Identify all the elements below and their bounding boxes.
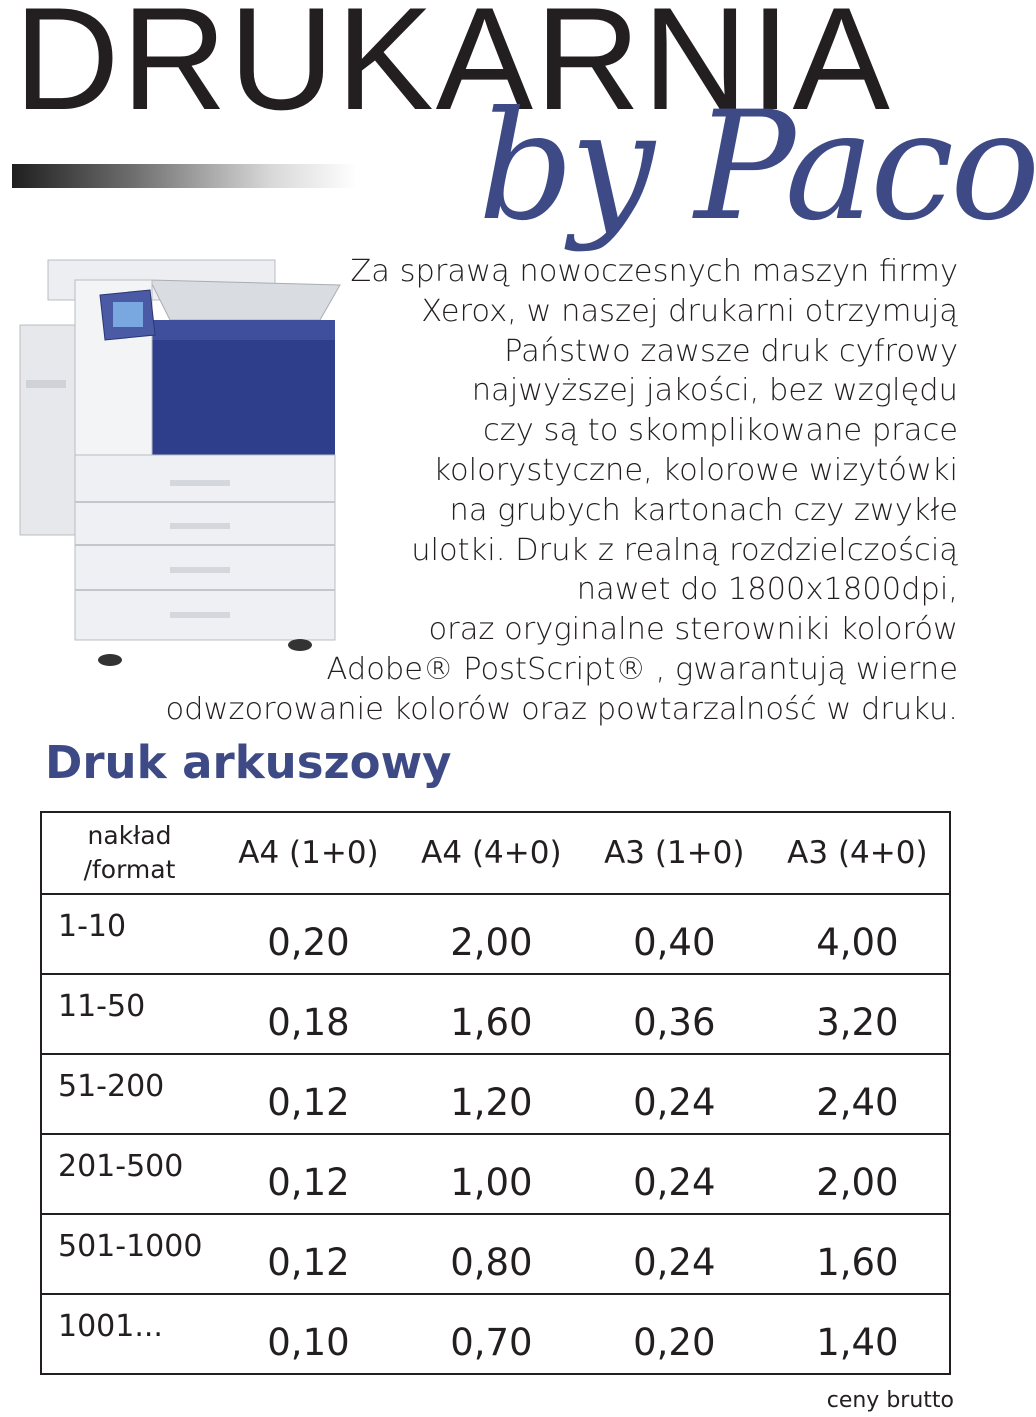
price-cell: 0,10 bbox=[217, 1294, 400, 1374]
price-table bbox=[40, 811, 951, 1375]
price-cell: 2,00 bbox=[450, 920, 533, 964]
section-title: Druk arkuszowy bbox=[45, 736, 452, 789]
corner-label-quantity: nakład bbox=[87, 821, 172, 850]
quantity-cell: 11-50 bbox=[41, 974, 217, 1054]
price-cell: 0,12 bbox=[217, 1134, 400, 1214]
price-cell: 0,80 bbox=[400, 1214, 583, 1294]
price-cell: 1,60 bbox=[766, 1214, 950, 1294]
intro-line: kolorystyczne, kolorowe wizytówki bbox=[433, 452, 958, 488]
intro-line: Xerox, w naszej drukarni otrzymują bbox=[421, 293, 958, 329]
intro-line: nawet do 1800x1800dpi, bbox=[576, 572, 958, 608]
price-cell: 0,70 bbox=[400, 1294, 583, 1374]
intro-line: najwyższej jakości, bez względu bbox=[471, 373, 958, 409]
table-row bbox=[41, 1054, 950, 1134]
brand-gradient-bar bbox=[12, 164, 357, 188]
intro-line: odwzorowanie kolorów oraz powtarzalność w druku. bbox=[165, 691, 958, 727]
column-header: A3 (4+0) bbox=[766, 812, 950, 894]
quantity-cell: 501-1000 bbox=[41, 1214, 217, 1294]
column-header: A3 (1+0) bbox=[583, 812, 766, 894]
brand-script-subtitle: by Paco bbox=[478, 80, 1036, 254]
price-cell: 4,00 bbox=[816, 920, 899, 964]
intro-line: Adobe® PostScript® , gwarantują wierne bbox=[326, 651, 958, 687]
quantity-cell: 1001... bbox=[41, 1294, 217, 1374]
brand-title: DRUKARNIA bbox=[14, 0, 892, 140]
price-cell: 1,20 bbox=[400, 1054, 583, 1134]
table-row bbox=[41, 894, 950, 974]
quantity-cell: 51-200 bbox=[41, 1054, 217, 1134]
intro-line: Za sprawą nowoczesnych maszyn firmy bbox=[350, 254, 958, 289]
price-cell: 2,40 bbox=[766, 1054, 950, 1134]
price-cell: 1,40 bbox=[766, 1294, 950, 1374]
table-row bbox=[41, 974, 950, 1054]
intro-line: na grubych kartonach czy zwykłe bbox=[449, 492, 958, 528]
table-row bbox=[41, 1134, 950, 1214]
intro-paragraph bbox=[58, 252, 958, 730]
price-cell: 0,24 bbox=[583, 1214, 766, 1294]
quantity-cell: 1-10 bbox=[58, 909, 127, 944]
table-header-row bbox=[41, 812, 950, 894]
table-row bbox=[41, 1294, 950, 1374]
price-cell: 0,24 bbox=[583, 1134, 766, 1214]
price-cell: 3,20 bbox=[766, 974, 950, 1054]
price-cell: 1,60 bbox=[400, 974, 583, 1054]
price-cell: 0,12 bbox=[217, 1214, 400, 1294]
price-cell: 2,00 bbox=[766, 1134, 950, 1214]
price-cell: 0,24 bbox=[583, 1054, 766, 1134]
price-cell: 0,20 bbox=[267, 920, 350, 964]
price-note: ceny brutto bbox=[826, 1388, 954, 1413]
quantity-cell: 201-500 bbox=[41, 1134, 217, 1214]
column-header: A4 (1+0) bbox=[217, 812, 400, 894]
table-corner-header bbox=[41, 812, 217, 894]
price-cell: 0,40 bbox=[633, 920, 716, 964]
table-row bbox=[41, 1214, 950, 1294]
column-header: A4 (4+0) bbox=[400, 812, 583, 894]
intro-line: ulotki. Druk z realną rozdzielczością bbox=[411, 532, 958, 568]
intro-line: Państwo zawsze druk cyfrowy bbox=[504, 333, 958, 369]
price-cell: 0,18 bbox=[217, 974, 400, 1054]
intro-line: oraz oryginalne sterowniki kolorów bbox=[428, 612, 958, 648]
intro-line: czy są to skomplikowane prace bbox=[482, 413, 958, 449]
price-cell: 0,20 bbox=[583, 1294, 766, 1374]
corner-label-format: /format bbox=[83, 855, 176, 884]
price-cell: 0,36 bbox=[583, 974, 766, 1054]
price-cell: 0,12 bbox=[217, 1054, 400, 1134]
price-cell: 1,00 bbox=[400, 1134, 583, 1214]
